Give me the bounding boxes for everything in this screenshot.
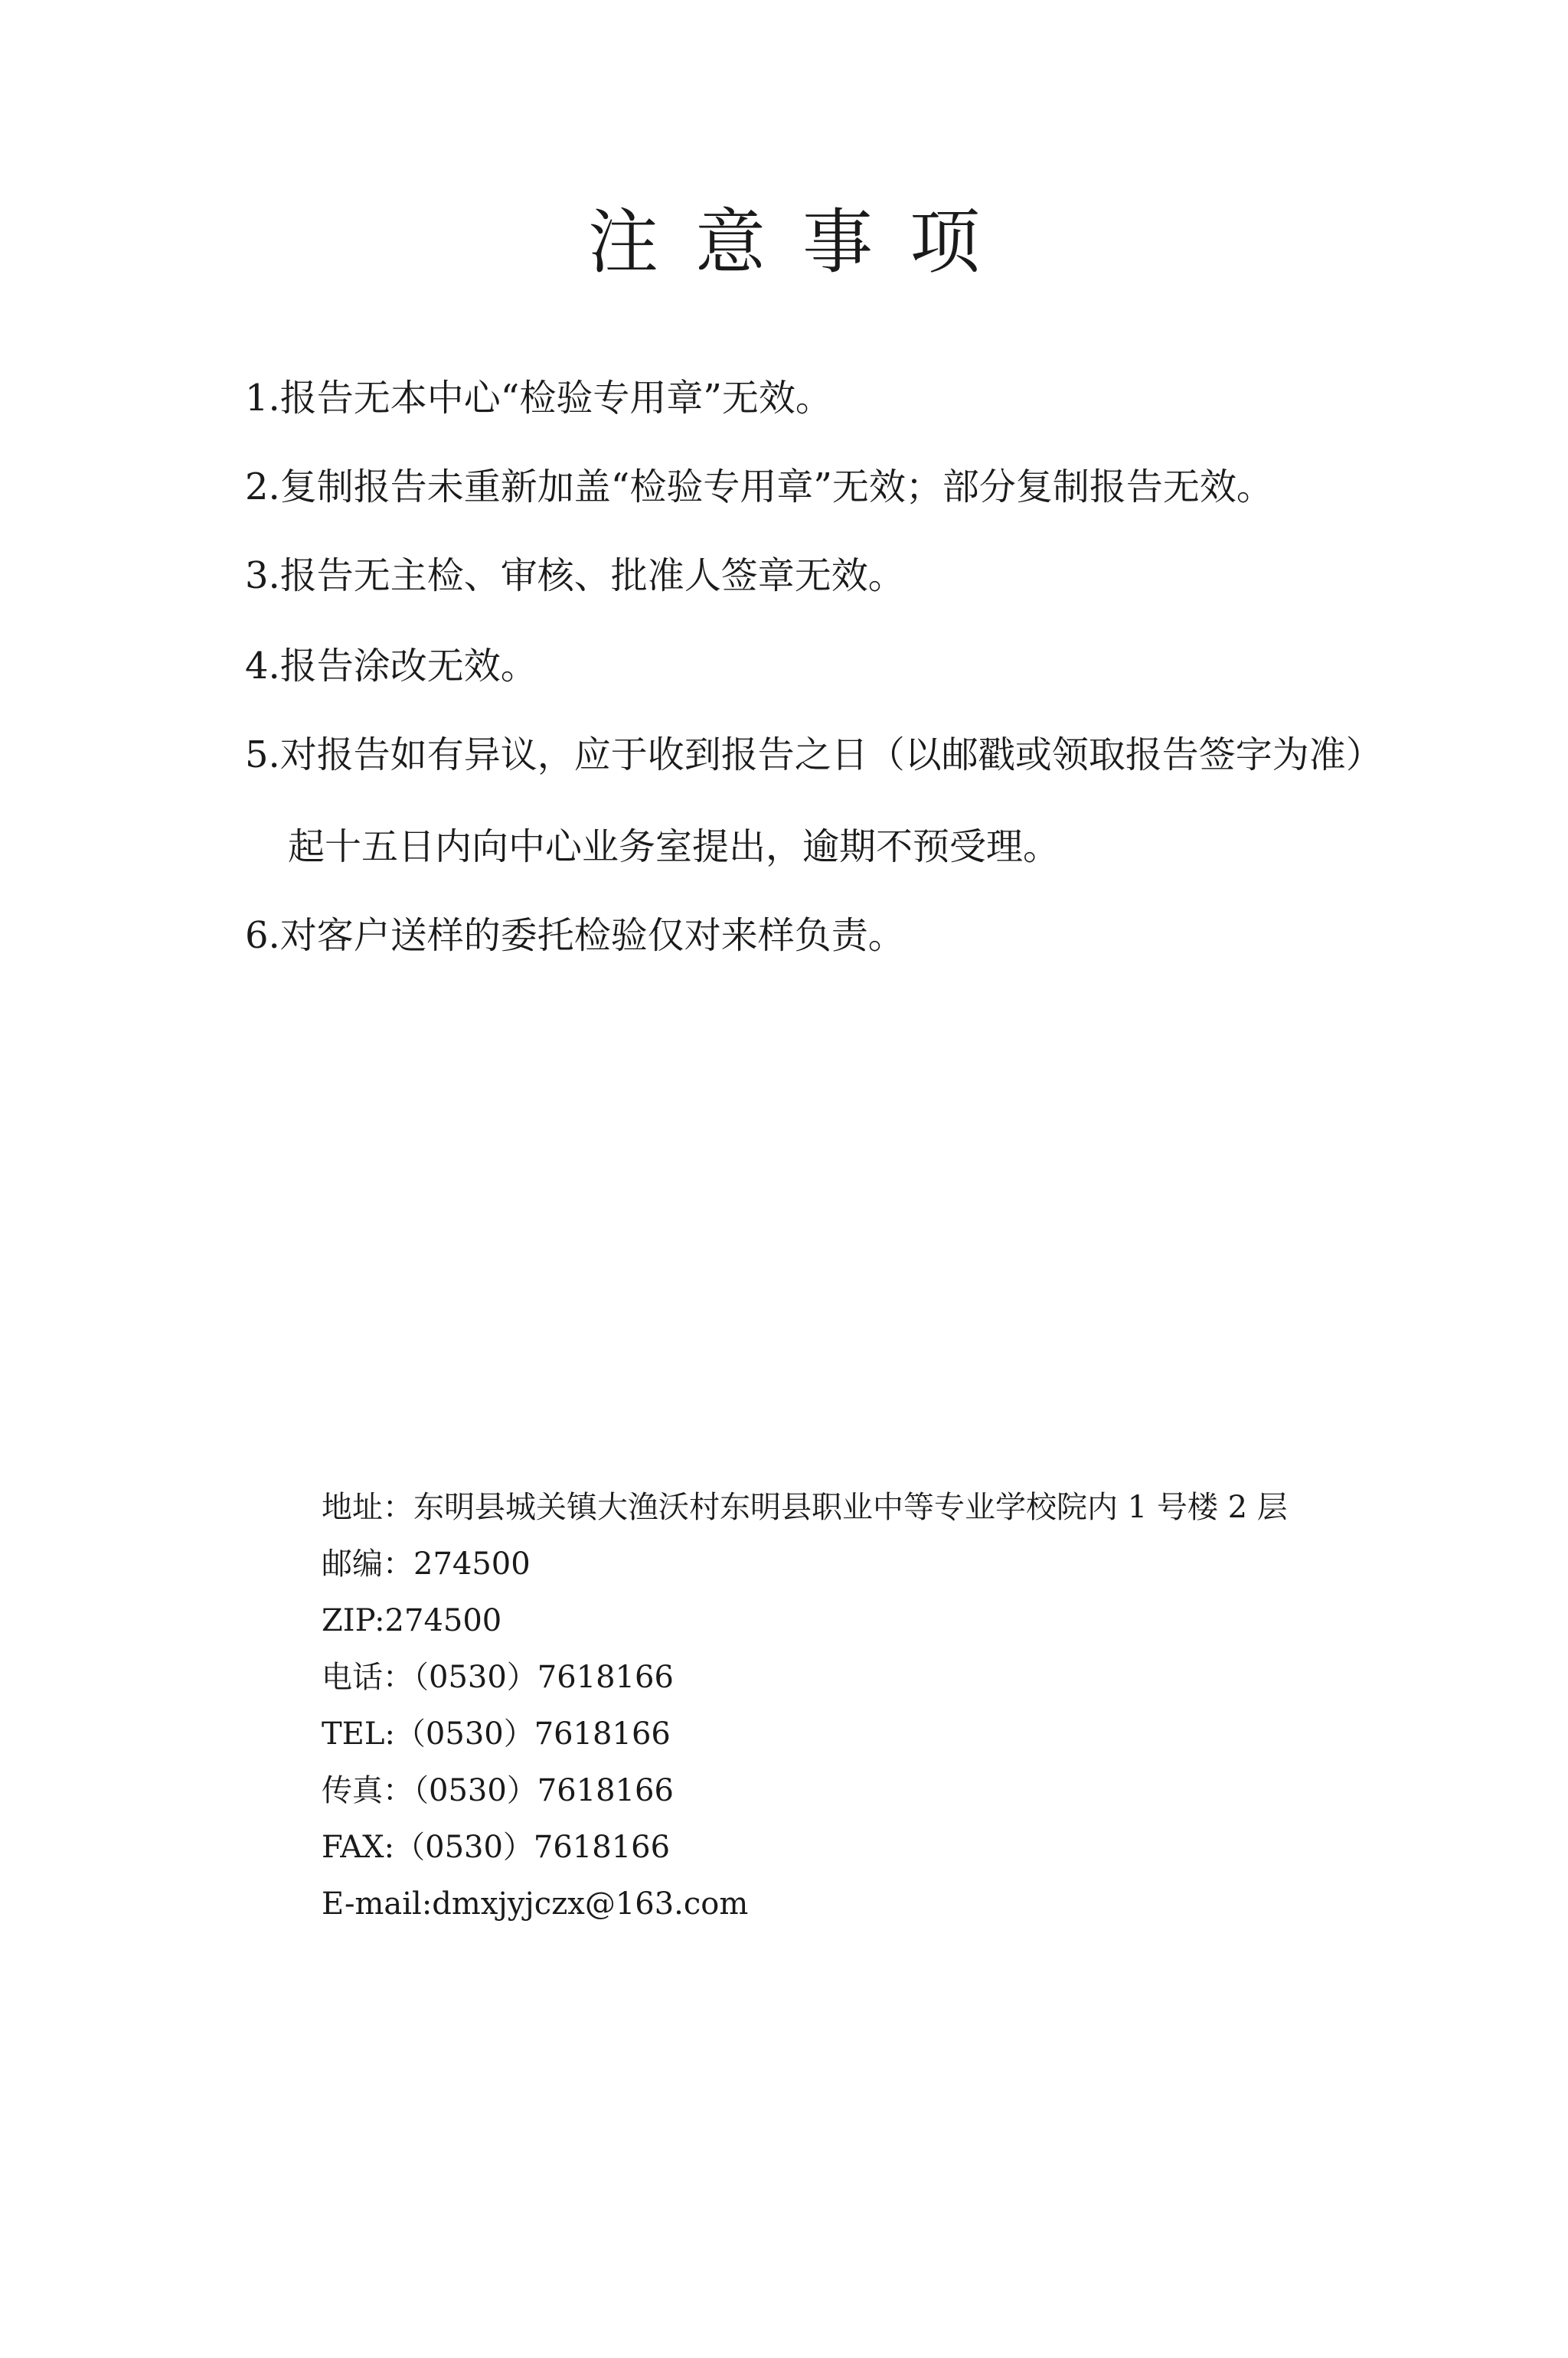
notice-item-4: 4.报告涂改无效。 bbox=[245, 645, 537, 687]
notice-item-2: 2.复制报告未重新加盖“检验专用章”无效；部分复制报告无效。 bbox=[245, 465, 1273, 508]
contact-fax: FAX:（0530）7618166 bbox=[322, 1830, 671, 1865]
contact-tel: TEL:（0530）7618166 bbox=[322, 1716, 671, 1752]
notice-item-5: 5.对报告如有异议，应于收到报告之日（以邮戳或领取报告签字为准） bbox=[245, 733, 1383, 776]
notice-item-1: 1.报告无本中心“检验专用章”无效。 bbox=[245, 377, 832, 420]
contact-postcode: 邮编：274500 bbox=[322, 1546, 531, 1582]
notice-item-5-continued: 起十五日内向中心业务室提出，逾期不预受理。 bbox=[288, 825, 1060, 868]
contact-phone: 电话：（0530）7618166 bbox=[322, 1660, 674, 1695]
notice-item-6: 6.对客户送样的委托检验仅对来样负责。 bbox=[245, 914, 905, 957]
contact-fax-cn: 传真：（0530）7618166 bbox=[322, 1773, 674, 1808]
contact-zip: ZIP:274500 bbox=[322, 1603, 502, 1638]
contact-email: E-mail:dmxjyjczx@163.com bbox=[322, 1886, 749, 1922]
page-title: 注意事项 bbox=[587, 201, 1017, 283]
notice-item-3: 3.报告无主检、审核、批准人签章无效。 bbox=[245, 554, 905, 597]
contact-address: 地址：东明县城关镇大渔沃村东明县职业中等专业学校院内 1 号楼 2 层 bbox=[322, 1490, 1288, 1525]
